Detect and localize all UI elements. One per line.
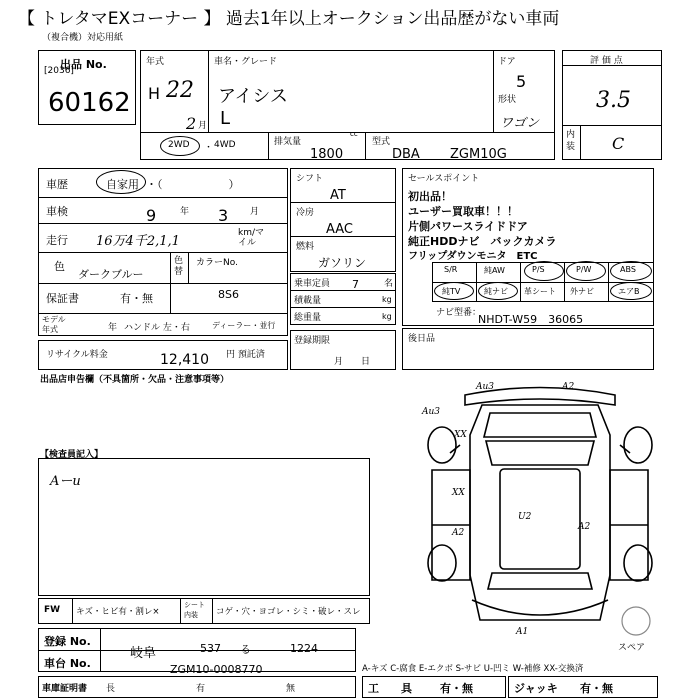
drive-sep: ・ xyxy=(204,143,214,153)
report-label: 出品店申告欄（不具箇所・欠品・注意事項等） xyxy=(40,375,230,385)
inspection-month: 3 xyxy=(218,206,229,225)
after-label: 後日品 xyxy=(408,334,436,344)
inspection-year: 9 xyxy=(146,206,157,225)
capacity-unit: 名 xyxy=(384,279,394,289)
equip-navi-circle xyxy=(478,282,518,300)
shift-value: AT xyxy=(330,188,346,203)
color-no-label: カラーNo. xyxy=(196,258,238,268)
color-change-label: 色替 xyxy=(174,256,184,277)
damage-a2-right: A2 xyxy=(578,522,591,532)
equip-pw: P/W xyxy=(576,265,592,274)
recycle-value: 12,410 xyxy=(160,352,209,368)
history-rest: ・（ ） xyxy=(146,178,240,191)
tool-label: 工 具 xyxy=(368,682,412,695)
damage-a1: A1 xyxy=(516,627,529,637)
equip-leather: 革シート xyxy=(524,287,556,296)
model-value: ZGM10G xyxy=(450,147,507,162)
weight-unit: kg xyxy=(382,312,392,321)
dealer-label: ディーラー・並行 xyxy=(212,321,276,330)
capacity-label: 乗車定員 xyxy=(294,279,331,289)
inspection-month-unit: 月 xyxy=(250,207,260,217)
car-name: アイシス xyxy=(218,86,288,107)
sales-label: セールスポイント xyxy=(408,174,480,184)
year-value: 22 xyxy=(166,78,194,103)
score-label: 評 価 点 xyxy=(590,56,623,66)
equip-tv-circle xyxy=(434,282,474,300)
mileage-value: 16万4千2,1,1 xyxy=(96,234,180,249)
lot-code: [2036] xyxy=(44,66,74,76)
history-circle xyxy=(96,170,146,194)
sales-point-2: ユーザー買取車！！！ xyxy=(408,205,518,218)
model-year-unit: 年 xyxy=(108,323,118,333)
color-no-value: 8S6 xyxy=(218,288,239,301)
chassis-value: ZGM10-0008770 xyxy=(170,663,263,676)
ac-value: AAC xyxy=(326,222,353,237)
damage-a2-left: A2 xyxy=(452,528,465,538)
tool-value: 有・無 xyxy=(440,682,473,695)
displacement-value: 1800 xyxy=(310,147,344,162)
equip-pw-circle xyxy=(566,261,606,281)
reg-class: 537 xyxy=(200,642,221,655)
equip-navi: 純ナビ xyxy=(484,287,508,296)
inspector-box xyxy=(38,458,370,596)
equip-ps-circle xyxy=(524,261,564,281)
interior-label: 内装 xyxy=(566,130,576,152)
jack-label: ジャッキ xyxy=(514,682,558,695)
door-label: ドア xyxy=(498,57,516,67)
fuel-value: ガソリン xyxy=(318,256,367,270)
equip-abs-circle xyxy=(610,261,652,281)
displacement-label: 排気量 xyxy=(274,137,302,147)
recycle-label: リサイクル料金 xyxy=(46,350,108,360)
capacity-value: 7 xyxy=(352,278,359,291)
spare-label: スペア xyxy=(618,643,646,653)
header-title: 【 トレタマEXコーナー 】 過去1年以上オークション出品歴がない車両 xyxy=(18,9,560,29)
chassis-label: 車台 No. xyxy=(44,657,91,670)
recycle-unit: 円 預託済 xyxy=(226,350,265,360)
year-label: 年式 xyxy=(146,57,165,67)
year-era: H xyxy=(148,84,161,103)
sales-point-3: 片側パワースライドドア xyxy=(408,220,528,233)
damage-legend: A-キズ C-腐食 E-エクボ S-サビ U-凹ミ W-補修 XX-交換済 xyxy=(362,664,584,674)
equip-tv: 純TV xyxy=(442,287,461,296)
model-prefix: DBA xyxy=(392,147,420,162)
drive-2wd: 2WD xyxy=(168,140,190,150)
cert-label: 車庫証明書 xyxy=(42,684,88,694)
fw-label: FW xyxy=(44,605,61,615)
damage-au3-top: Au3 xyxy=(476,382,495,392)
inspector-note: Aーu xyxy=(50,474,81,489)
jack-value: 有・無 xyxy=(580,682,613,695)
seat-items: コゲ・穴・ヨゴレ・シミ・破レ・スレ xyxy=(216,607,361,617)
fw-items: キズ・ヒビ有・割レ× xyxy=(76,607,160,617)
navi-value: NHDT-W59 36065 xyxy=(478,313,584,326)
name-label: 車名・グレード xyxy=(214,57,278,67)
body-value: ワゴン xyxy=(500,116,540,131)
sheet-subtitle: （複合機）対応用紙 xyxy=(42,33,124,43)
after-box xyxy=(402,328,654,370)
warranty-value: 有・無 xyxy=(120,292,153,305)
month-unit: 月 xyxy=(198,121,208,131)
body-label: 形状 xyxy=(498,95,517,105)
damage-u2: U2 xyxy=(518,512,532,522)
cc-unit: cc xyxy=(350,130,358,138)
load-unit: kg xyxy=(382,295,392,304)
model-label: 型式 xyxy=(372,137,391,147)
registration-unit: 月 日 xyxy=(334,357,371,367)
equip-airbag-circle xyxy=(610,282,652,300)
fuel-label: 燃料 xyxy=(296,242,315,252)
mileage-label: 走行 xyxy=(46,234,68,247)
car-damage-diagram xyxy=(410,375,670,645)
seat-label: シート内装 xyxy=(184,601,205,619)
interior-value: C xyxy=(612,134,625,153)
lot-number: 60162 xyxy=(48,88,131,118)
history-label: 車歴 xyxy=(46,178,68,191)
year-month: 2 xyxy=(186,114,197,133)
lot-label: 出品 No. xyxy=(60,58,107,71)
ac-label: 冷房 xyxy=(296,208,315,218)
drive-circle xyxy=(160,136,200,156)
history-value: 自家用 xyxy=(106,178,139,191)
warranty-label: 保証書 xyxy=(46,292,79,305)
damage-a2-top: A2 xyxy=(562,382,575,392)
equip-sr: S/R xyxy=(444,265,458,274)
model-year-label: モデル年式 xyxy=(42,315,66,334)
inspection-label: 車検 xyxy=(46,205,68,218)
sales-point-5: フリップダウンモニタ ETC xyxy=(408,251,538,262)
reg-no-label: 登録 No. xyxy=(44,635,91,648)
equip-airbag: エアB xyxy=(618,287,640,296)
navi-label: ナビ型番： xyxy=(436,308,482,318)
registration-label: 登録期限 xyxy=(294,336,331,346)
reg-kana: る xyxy=(240,643,251,656)
equip-extnavi: 外ナビ xyxy=(570,287,594,296)
score-value: 3.5 xyxy=(596,88,631,113)
sales-point-4: 純正HDDナビ バックカメラ xyxy=(408,235,557,248)
damage-au3-left: Au3 xyxy=(422,407,441,417)
color-value: ダークブルー xyxy=(78,268,144,281)
reg-number: 1224 xyxy=(290,642,318,655)
drive-4wd: 4WD xyxy=(214,140,236,150)
sales-point-1: 初出品！ xyxy=(408,190,452,203)
reg-city: 岐阜 xyxy=(130,646,157,661)
grade: L xyxy=(220,108,231,129)
shift-label: シフト xyxy=(296,174,324,184)
cert-items: 長 有 無 xyxy=(106,684,296,694)
handle-label: ハンドル 左・右 xyxy=(124,323,190,333)
load-label: 積載量 xyxy=(294,296,322,306)
door-value: 5 xyxy=(516,72,527,91)
equip-abs: ABS xyxy=(620,265,636,274)
color-label: 色 xyxy=(54,260,65,273)
header-bar xyxy=(0,0,700,30)
inspector-label: 【検査員記入】 xyxy=(40,450,104,460)
mileage-unit: km/マイル xyxy=(238,228,265,248)
equip-ps: P/S xyxy=(532,265,545,274)
damage-xx-mid: XX xyxy=(452,488,465,498)
weight-label: 総重量 xyxy=(294,313,322,323)
inspection-year-unit: 年 xyxy=(180,207,190,217)
equip-aw: 純AW xyxy=(484,266,505,275)
damage-xx-left: XX xyxy=(454,430,467,440)
